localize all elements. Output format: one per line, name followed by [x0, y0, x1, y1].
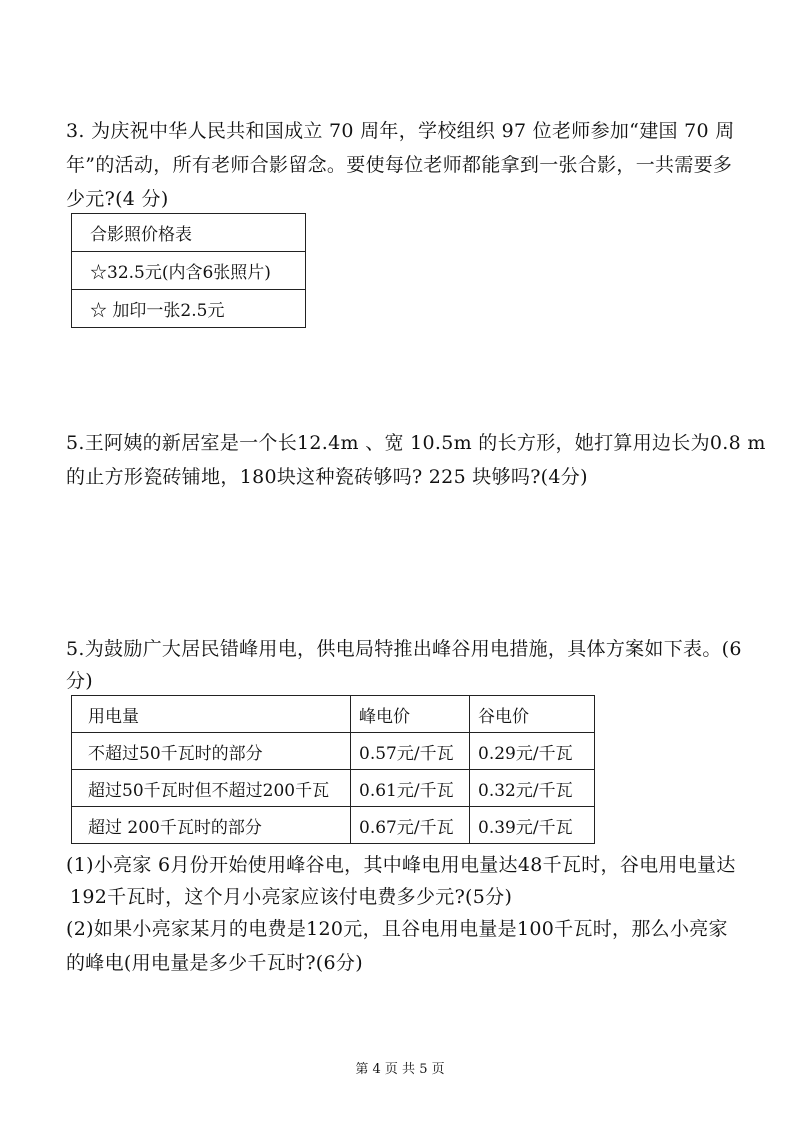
q5a-line-2: 的止方形瓷砖铺地，180块这种瓷砖够吗? 225 块够吗?(4分): [66, 466, 588, 488]
table-row: [72, 214, 306, 252]
table-cell: 0.57元/千瓦: [351, 733, 470, 770]
q3-line-3: 少元?(4 分): [66, 188, 169, 210]
table-header-cell: 谷电价: [470, 696, 595, 733]
table-row: [72, 807, 595, 844]
table-header-row: [72, 696, 595, 733]
q5b-line-1: 5.为鼓励广大居民错峰用电，供电局特推出峰谷用电措施，具体方案如下表。(6: [66, 638, 742, 660]
q5b-sub-2-cont: 的峰电(用电量是多少千瓦时?(6分): [66, 952, 363, 974]
table-row: [72, 252, 306, 290]
page-footer: 第 4 页 共 5 页: [355, 1062, 445, 1077]
table-cell: 0.67元/千瓦: [351, 807, 470, 844]
table-cell: 0.29元/千瓦: [470, 733, 595, 770]
q5b-sub-1-cont: 192千瓦时，这个月小亮家应该付电费多少元?(5分): [70, 886, 513, 908]
table-cell: 合影照价格表: [72, 214, 306, 252]
table-cell: 超过50千瓦时但不超过200千瓦: [72, 770, 351, 807]
table-cell: 0.61元/千瓦: [351, 770, 470, 807]
q5b-line-2: 分): [66, 670, 94, 692]
table-row: [72, 733, 595, 770]
q5a-line-1: 5.王阿姨的新居室是一个长12.4m 、宽 10.5m 的长方形，她打算用边长为0.8 m: [66, 432, 766, 454]
table-cell: ☆32.5元(内含6张照片): [72, 252, 306, 290]
table-cell: 超过 200千瓦时的部分: [72, 807, 351, 844]
table-cell: 0.39元/千瓦: [470, 807, 595, 844]
table-cell: 0.32元/千瓦: [470, 770, 595, 807]
table-header-cell: 峰电价: [351, 696, 470, 733]
table-row: [72, 770, 595, 807]
table-cell: ☆ 加印一张2.5元: [72, 290, 306, 328]
electricity-price-table: [71, 695, 595, 844]
table-header-cell: 用电量: [72, 696, 351, 733]
q3-line-2: 年”的活动，所有老师合影留念。要使每位老师都能拿到一张合影，一共需要多: [66, 154, 733, 176]
q5b-sub-1: (1)小亮家 6月份开始使用峰谷电，其中峰电用电量达48千瓦时，谷电用电量达: [66, 854, 736, 876]
table-row: [72, 290, 306, 328]
q3-line-1: 3. 为庆祝中华人民共和国成立 70 周年，学校组织 97 位老师参加“建国 70 周: [66, 120, 735, 142]
q5b-sub-2: (2)如果小亮家某月的电费是120元，且谷电用电量是100千瓦时，那么小亮家: [66, 918, 728, 940]
photo-price-table: [71, 213, 306, 328]
table-cell: 不超过50千瓦时的部分: [72, 733, 351, 770]
